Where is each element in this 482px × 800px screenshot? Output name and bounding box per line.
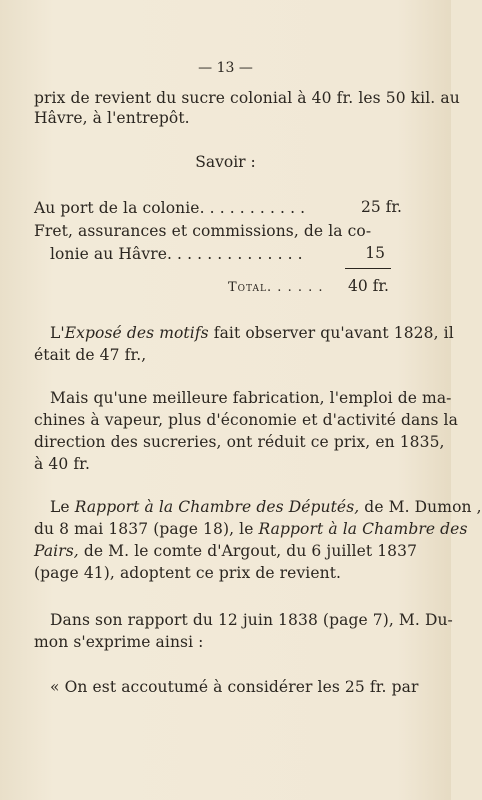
page-number: — 13 — bbox=[198, 60, 253, 76]
paragraph-line bbox=[50, 323, 454, 343]
paragraph-line: était de 47 fr., bbox=[34, 346, 147, 364]
cost-row-colony bbox=[34, 198, 402, 218]
italic-title: Rapport à la Chambre des Députés, bbox=[74, 498, 360, 516]
total-rule bbox=[345, 268, 391, 269]
text-line: Hâvre, à l'entrepôt. bbox=[34, 109, 190, 127]
paragraph-line: Mais qu'une meilleure fabrication, l'emploi de ma- bbox=[50, 389, 452, 407]
quote-line: « On est accoutumé à considérer les 25 fr. par bbox=[50, 678, 419, 696]
paragraph-line bbox=[34, 541, 418, 561]
italic-title: Rapport à la Chambre des bbox=[258, 520, 468, 538]
italic-title: Exposé des motifs bbox=[64, 324, 209, 342]
text-span: de M. Dumon , bbox=[359, 498, 482, 516]
paragraph-line: mon s'exprime ainsi : bbox=[34, 633, 204, 651]
italic-title: Pairs, bbox=[34, 542, 79, 560]
paragraph-line: à 40 fr. bbox=[34, 455, 90, 473]
paragraph-line: (page 41), adoptent ce prix de revient. bbox=[34, 564, 342, 582]
paragraph-line: Dans son rapport du 12 juin 1838 (page 7), M. Du- bbox=[50, 611, 453, 629]
paragraph-line bbox=[34, 519, 468, 539]
cost-label: Au port de la colonie. . . . . . . . . . . bbox=[34, 199, 306, 217]
cost-value: 15 bbox=[365, 244, 385, 262]
text-span: de M. le comte d'Argout, du 6 juillet 1837 bbox=[78, 542, 418, 560]
text-span: fait observer qu'avant 1828, il bbox=[208, 324, 454, 342]
text-span: Le bbox=[50, 498, 75, 516]
savoir-heading: Savoir : bbox=[195, 153, 256, 171]
total-label: Total. . . . . . bbox=[228, 280, 324, 295]
paragraph-line: chines à vapeur, plus d'économie et d'activité dans la bbox=[34, 411, 458, 429]
text-span: L' bbox=[50, 324, 65, 342]
cost-value: 25 fr. bbox=[360, 198, 402, 216]
text-line: prix de revient du sucre colonial à 40 fr. les 50 kil. au bbox=[34, 89, 460, 107]
text-span: du 8 mai 1837 (page 18), le bbox=[34, 520, 259, 538]
paragraph-line: direction des sucreries, ont réduit ce prix, en 1835, bbox=[34, 433, 445, 451]
cost-row-freight-cont: lonie au Hâvre. . . . . . . . . . . . . . bbox=[50, 245, 303, 263]
cost-row-freight: Fret, assurances et commissions, de la co- bbox=[34, 222, 372, 240]
total-value: 40 fr. bbox=[347, 277, 389, 295]
paragraph-line bbox=[50, 497, 482, 517]
